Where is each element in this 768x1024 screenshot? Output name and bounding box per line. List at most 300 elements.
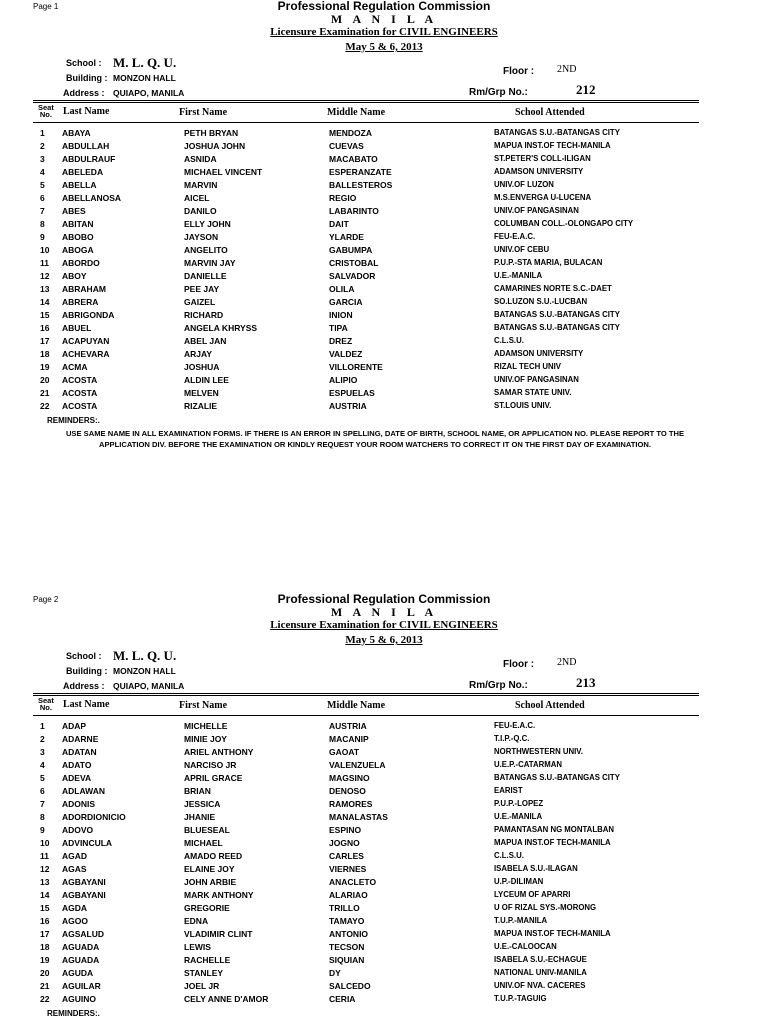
seat-number-cell: 9 xyxy=(40,232,45,242)
last-name-cell: ADEVA xyxy=(62,773,92,783)
first-name-cell: JHANIE xyxy=(184,812,216,822)
city-title: M A N I L A xyxy=(330,605,438,619)
middle-name-cell: MAGSINO xyxy=(329,773,370,783)
seat-number-cell: 14 xyxy=(40,890,50,900)
first-name-cell: JOSHUA xyxy=(184,362,220,372)
seat-number-cell: 15 xyxy=(40,903,50,913)
school-attended-cell: T.U.P.-TAGUIG xyxy=(494,994,547,1003)
middle-name-cell: DAIT xyxy=(329,219,349,229)
header-rule xyxy=(33,695,699,696)
middle-name-cell: DENOSO xyxy=(329,786,366,796)
last-name-cell: AGOO xyxy=(62,916,88,926)
table-row xyxy=(0,773,768,786)
middle-name-cell: VILLORENTE xyxy=(329,362,383,372)
school-label: School : xyxy=(66,651,102,661)
first-name-cell: JOHN ARBIE xyxy=(184,877,237,887)
last-name-cell: ACHEVARA xyxy=(62,349,110,359)
building-value: MONZON HALL xyxy=(113,666,176,676)
table-row xyxy=(0,968,768,981)
school-attended-cell: ISABELA S.U.-ECHAGUE xyxy=(494,955,587,964)
school-attended-cell: BATANGAS S.U.-BATANGAS CITY xyxy=(494,773,620,782)
table-row xyxy=(0,942,768,955)
first-name-header: First Name xyxy=(179,107,228,118)
school-value: M. L. Q. U. xyxy=(113,55,177,70)
seat-number-cell: 8 xyxy=(40,812,45,822)
last-name-cell: AGBAYANI xyxy=(62,877,106,887)
school-attended-cell: EARIST xyxy=(494,786,523,795)
middle-name-cell: ANTONIO xyxy=(329,929,369,939)
seat-number-cell: 6 xyxy=(40,193,45,203)
first-name-cell: MICHAEL VINCENT xyxy=(184,167,263,177)
last-name-cell: ABORDO xyxy=(62,258,100,268)
floor-label: Floor : xyxy=(503,659,535,670)
first-name-cell: STANLEY xyxy=(184,968,224,978)
last-name-cell: AGUADA xyxy=(62,955,100,965)
seat-number-cell: 12 xyxy=(40,864,50,874)
middle-name-cell: REGIO xyxy=(329,193,357,203)
middle-name-cell: YLARDE xyxy=(329,232,364,242)
middle-name-cell: VALDEZ xyxy=(329,349,363,359)
last-name-cell: ABAYA xyxy=(62,128,91,138)
reminder-note xyxy=(30,428,720,450)
first-name-cell: PETH BRYAN xyxy=(184,128,239,138)
first-name-cell: ASNIDA xyxy=(184,154,217,164)
header-rule xyxy=(33,100,699,101)
room-label: Rm/Grp No.: xyxy=(469,680,528,691)
last-name-cell: AGDA xyxy=(62,903,88,913)
first-name-cell: JOSHUA JOHN xyxy=(184,141,246,151)
city-title: M A N I L A xyxy=(330,12,438,26)
middle-name-cell: TAMAYO xyxy=(329,916,365,926)
school-attended-cell: RIZAL TECH UNIV xyxy=(494,362,561,371)
table-row xyxy=(0,206,768,219)
school-attended-cell: LYCEUM OF APARRI xyxy=(494,890,571,899)
school-attended-cell: MAPUA INST.OF TECH-MANILA xyxy=(494,929,611,938)
first-name-cell: ANGELA KHRYSS xyxy=(184,323,258,333)
seat-number-cell: 12 xyxy=(40,271,50,281)
table-row xyxy=(0,375,768,388)
table-row xyxy=(0,877,768,890)
school-attended-cell: UNIV.OF PANGASINAN xyxy=(494,375,579,384)
header-rule xyxy=(33,102,699,103)
middle-name-cell: RAMORES xyxy=(329,799,373,809)
school-attended-cell: SO.LUZON S.U.-LUCBAN xyxy=(494,297,588,306)
seat-number-cell: 6 xyxy=(40,786,45,796)
middle-name-cell: ALARIAO xyxy=(329,890,368,900)
middle-name-cell: VIERNES xyxy=(329,864,367,874)
first-name-cell: MARVIN JAY xyxy=(184,258,236,268)
seat-number-cell: 11 xyxy=(40,258,49,268)
middle-name-cell: GAOAT xyxy=(329,747,360,757)
exam-date: May 5 & 6, 2013 xyxy=(345,634,423,646)
middle-name-cell: SALVADOR xyxy=(329,271,376,281)
middle-name-cell: GARCIA xyxy=(329,297,363,307)
school-attended-cell: ADAMSON UNIVERSITY xyxy=(494,349,584,358)
last-name-cell: ABRIGONDA xyxy=(62,310,115,320)
middle-name-cell: INION xyxy=(329,310,353,320)
middle-name-cell: JOGNO xyxy=(329,838,360,848)
seat-number-cell: 3 xyxy=(40,747,45,757)
seat-no-header: Seat No. xyxy=(38,103,54,119)
exam-title: Licensure Examination for CIVIL ENGINEERS xyxy=(270,26,498,38)
last-name-header: Last Name xyxy=(63,106,110,117)
table-row xyxy=(0,786,768,799)
first-name-cell: BRIAN xyxy=(184,786,211,796)
first-name-cell: ABEL JAN xyxy=(184,336,227,346)
last-name-cell: AGAS xyxy=(62,864,87,874)
first-name-cell: AICEL xyxy=(184,193,210,203)
school-attended-cell: U.E.P.-CATARMAN xyxy=(494,760,563,769)
address-value: QUIAPO, MANILA xyxy=(113,681,185,691)
seat-number-cell: 2 xyxy=(40,734,45,744)
first-name-cell: PEE JAY xyxy=(184,284,220,294)
school-attended-cell: U.E.-MANILA xyxy=(494,271,543,280)
table-row xyxy=(0,128,768,141)
first-name-cell: RIZALIE xyxy=(184,401,218,411)
seat-number-cell: 22 xyxy=(40,994,50,1004)
table-row xyxy=(0,362,768,375)
table-row xyxy=(0,903,768,916)
last-name-cell: AGUDA xyxy=(62,968,94,978)
school-attended-cell: MAPUA INST.OF TECH-MANILA xyxy=(494,141,611,150)
first-name-cell: ARIEL ANTHONY xyxy=(184,747,254,757)
middle-name-cell: MACABATO xyxy=(329,154,378,164)
seat-number-cell: 13 xyxy=(40,284,50,294)
school-attended-cell: COLUMBAN COLL.-OLONGAPO CITY xyxy=(494,219,634,228)
seat-number-cell: 20 xyxy=(40,968,50,978)
school-attended-cell: U.E.-MANILA xyxy=(494,812,543,821)
table-row xyxy=(0,323,768,336)
first-name-cell: DANIELLE xyxy=(184,271,227,281)
table-row xyxy=(0,388,768,401)
table-row xyxy=(0,734,768,747)
reminder-note-line: APPLICATION DIV. BEFORE THE EXAMINATION OR KINDLY REQUEST YOUR ROOM WATCHERS TO CORRECT IT ON THE FIRST DAY OF EXAMINATION. xyxy=(99,440,651,449)
middle-name-cell: ESPERANZATE xyxy=(329,167,392,177)
table-row xyxy=(0,219,768,232)
school-attended-cell: ST.LOUIS UNIV. xyxy=(494,401,552,410)
first-name-cell: BLUESEAL xyxy=(184,825,230,835)
last-name-cell: AGAD xyxy=(62,851,88,861)
middle-name-cell: OLILA xyxy=(329,284,355,294)
last-name-cell: ACAPUYAN xyxy=(62,336,110,346)
table-row xyxy=(0,258,768,271)
header-rule xyxy=(33,122,699,123)
school-attended-cell: P.U.P.-LOPEZ xyxy=(494,799,544,808)
seat-no-header: Seat No. xyxy=(38,696,54,712)
middle-name-cell: ESPUELAS xyxy=(329,388,375,398)
middle-name-cell: AUSTRIA xyxy=(329,721,367,731)
table-row xyxy=(0,799,768,812)
header-rule xyxy=(33,715,699,716)
floor-label: Floor : xyxy=(503,66,535,77)
first-name-cell: MELVEN xyxy=(184,388,219,398)
seat-number-cell: 8 xyxy=(40,219,45,229)
school-attended-cell: UNIV.OF PANGASINAN xyxy=(494,206,579,215)
first-name-cell: ARJAY xyxy=(184,349,213,359)
first-name-cell: EDNA xyxy=(184,916,209,926)
last-name-cell: ACMA xyxy=(62,362,88,372)
seat-number-cell: 11 xyxy=(40,851,49,861)
last-name-cell: ADORDIONICIO xyxy=(62,812,126,822)
seat-number-cell: 7 xyxy=(40,206,45,216)
middle-name-cell: MENDOZA xyxy=(329,128,372,138)
last-name-cell: ABOBO xyxy=(62,232,94,242)
last-name-cell: AGUILAR xyxy=(62,981,101,991)
first-name-cell: APRIL GRACE xyxy=(184,773,243,783)
middle-name-cell: TECSON xyxy=(329,942,365,952)
first-name-cell: GAIZEL xyxy=(184,297,216,307)
last-name-cell: ABELEDA xyxy=(62,167,104,177)
seat-number-cell: 18 xyxy=(40,349,50,359)
first-name-cell: AMADO REED xyxy=(184,851,243,861)
school-attended-cell: BATANGAS S.U.-BATANGAS CITY xyxy=(494,310,620,319)
school-attended-header: School Attended xyxy=(515,700,585,711)
seat-number-cell: 21 xyxy=(40,388,50,398)
school-attended-cell: U.E.-CALOOCAN xyxy=(494,942,557,951)
floor-value: 2ND xyxy=(557,657,577,668)
seat-number-cell: 9 xyxy=(40,825,45,835)
room-value: 213 xyxy=(576,675,596,690)
school-attended-cell: FEU-E.A.C. xyxy=(494,721,536,730)
last-name-cell: ABRAHAM xyxy=(62,284,106,294)
middle-name-cell: SALCEDO xyxy=(329,981,371,991)
table-row xyxy=(0,825,768,838)
middle-name-cell: CARLES xyxy=(329,851,364,861)
last-name-cell: ADVINCULA xyxy=(62,838,113,848)
school-attended-cell: UNIV.OF LUZON xyxy=(494,180,554,189)
room-value: 212 xyxy=(576,82,596,97)
table-row xyxy=(0,981,768,994)
table-row xyxy=(0,284,768,297)
first-name-cell: MINIE JOY xyxy=(184,734,227,744)
middle-name-cell: ALIPIO xyxy=(329,375,358,385)
seat-number-cell: 17 xyxy=(40,929,50,939)
table-row xyxy=(0,864,768,877)
school-attended-cell: UNIV.OF CEBU xyxy=(494,245,550,254)
school-attended-cell: T.U.P.-MANILA xyxy=(494,916,548,925)
seat-number-cell: 19 xyxy=(40,955,50,965)
seat-number-cell: 4 xyxy=(40,760,45,770)
school-attended-cell: BATANGAS S.U.-BATANGAS CITY xyxy=(494,323,620,332)
middle-name-cell: BALLESTEROS xyxy=(329,180,393,190)
last-name-cell: ACOSTA xyxy=(62,401,98,411)
middle-name-cell: SIQUIAN xyxy=(329,955,365,965)
middle-name-cell: ESPINO xyxy=(329,825,362,835)
address-label: Address : xyxy=(63,681,105,691)
last-name-header: Last Name xyxy=(63,699,110,710)
middle-name-cell: DREZ xyxy=(329,336,353,346)
first-name-cell: VLADIMIR CLINT xyxy=(184,929,253,939)
school-attended-cell: MAPUA INST.OF TECH-MANILA xyxy=(494,838,611,847)
seat-number-cell: 13 xyxy=(40,877,50,887)
last-name-cell: ADATAN xyxy=(62,747,97,757)
table-row xyxy=(0,916,768,929)
middle-name-cell: TIPA xyxy=(329,323,348,333)
school-attended-cell: NORTHWESTERN UNIV. xyxy=(494,747,583,756)
table-row xyxy=(0,310,768,323)
table-row xyxy=(0,141,768,154)
first-name-cell: MARK ANTHONY xyxy=(184,890,254,900)
seat-number-cell: 5 xyxy=(40,180,45,190)
seat-number-cell: 15 xyxy=(40,310,50,320)
table-row xyxy=(0,994,768,1007)
seat-number-cell: 7 xyxy=(40,799,45,809)
table-row xyxy=(0,838,768,851)
table-row xyxy=(0,193,768,206)
school-value: M. L. Q. U. xyxy=(113,648,177,663)
seat-number-cell: 1 xyxy=(40,128,45,138)
first-name-cell: GREGORIE xyxy=(184,903,230,913)
middle-name-cell: GABUMPA xyxy=(329,245,373,255)
last-name-cell: AGUADA xyxy=(62,942,100,952)
exam-title: Licensure Examination for CIVIL ENGINEERS xyxy=(270,619,498,631)
school-attended-cell: NATIONAL UNIV-MANILA xyxy=(494,968,587,977)
last-name-cell: ADAP xyxy=(62,721,87,731)
school-attended-cell: BATANGAS S.U.-BATANGAS CITY xyxy=(494,128,620,137)
table-row xyxy=(0,747,768,760)
table-row xyxy=(0,812,768,825)
school-attended-cell: P.U.P.-STA MARIA, BULACAN xyxy=(494,258,603,267)
first-name-cell: ELLY JOHN xyxy=(184,219,231,229)
table-row xyxy=(0,336,768,349)
school-attended-cell: ST.PETER'S COLL-ILIGAN xyxy=(494,154,591,163)
last-name-cell: ABITAN xyxy=(62,219,94,229)
middle-name-cell: CRISTOBAL xyxy=(329,258,379,268)
seat-number-cell: 4 xyxy=(40,167,45,177)
table-row xyxy=(0,271,768,284)
school-attended-cell: PAMANTASAN NG MONTALBAN xyxy=(494,825,614,834)
seat-number-cell: 22 xyxy=(40,401,50,411)
middle-name-cell: CUEVAS xyxy=(329,141,364,151)
reminders-label: REMINDERS:. xyxy=(47,416,100,425)
last-name-cell: ABUEL xyxy=(62,323,92,333)
table-row xyxy=(0,851,768,864)
seat-number-cell: 21 xyxy=(40,981,50,991)
first-name-cell: CELY ANNE D'AMOR xyxy=(184,994,269,1004)
header-rule xyxy=(33,693,699,694)
seat-number-cell: 10 xyxy=(40,838,50,848)
last-name-cell: ABDULRAUF xyxy=(62,154,116,164)
school-attended-cell: ADAMSON UNIVERSITY xyxy=(494,167,584,176)
table-row xyxy=(0,760,768,773)
seat-number-cell: 10 xyxy=(40,245,50,255)
seat-number-cell: 3 xyxy=(40,154,45,164)
school-attended-cell: SAMAR STATE UNIV. xyxy=(494,388,572,397)
org-title: Professional Regulation Commission xyxy=(277,592,491,606)
school-attended-cell: FEU-E.A.C. xyxy=(494,232,536,241)
building-value: MONZON HALL xyxy=(113,73,176,83)
last-name-cell: AGBAYANI xyxy=(62,890,106,900)
seat-number-cell: 16 xyxy=(40,323,50,333)
school-attended-cell: U OF RIZAL SYS.-MORONG xyxy=(494,903,597,912)
table-row xyxy=(0,297,768,310)
org-title: Professional Regulation Commission xyxy=(277,0,491,13)
exam-date: May 5 & 6, 2013 xyxy=(345,41,423,53)
first-name-cell: MARVIN xyxy=(184,180,218,190)
table-row xyxy=(0,245,768,258)
first-name-cell: MICHAEL xyxy=(184,838,223,848)
last-name-cell: ABDULLAH xyxy=(62,141,110,151)
table-row xyxy=(0,180,768,193)
middle-name-cell: MACANIP xyxy=(329,734,369,744)
middle-name-header: Middle Name xyxy=(327,107,386,118)
school-attended-cell: T.I.P.-Q.C. xyxy=(494,734,530,743)
page-label: Page 1 xyxy=(33,2,59,11)
middle-name-cell: ANACLETO xyxy=(329,877,377,887)
middle-name-cell: CERIA xyxy=(329,994,356,1004)
school-attended-header: School Attended xyxy=(515,107,585,118)
school-attended-cell: C.L.S.U. xyxy=(494,336,524,345)
first-name-cell: ANGELITO xyxy=(184,245,228,255)
school-attended-cell: CAMARINES NORTE S.C.-DAET xyxy=(494,284,612,293)
last-name-cell: ABOY xyxy=(62,271,87,281)
seat-number-cell: 1 xyxy=(40,721,45,731)
last-name-cell: ABRERA xyxy=(62,297,99,307)
first-name-cell: LEWIS xyxy=(184,942,211,952)
seat-number-cell: 2 xyxy=(40,141,45,151)
building-label: Building : xyxy=(66,666,108,676)
school-label: School : xyxy=(66,58,102,68)
seat-number-cell: 14 xyxy=(40,297,50,307)
middle-name-cell: VALENZUELA xyxy=(329,760,386,770)
seat-number-cell: 17 xyxy=(40,336,50,346)
seat-number-cell: 19 xyxy=(40,362,50,372)
first-name-cell: RICHARD xyxy=(184,310,224,320)
school-attended-cell: ISABELA S.U.-ILAGAN xyxy=(494,864,578,873)
seat-number-cell: 20 xyxy=(40,375,50,385)
address-label: Address : xyxy=(63,88,105,98)
middle-name-cell: LABARINTO xyxy=(329,206,379,216)
reminders-label: REMINDERS:. xyxy=(47,1009,100,1018)
building-label: Building : xyxy=(66,73,108,83)
last-name-cell: ADLAWAN xyxy=(62,786,105,796)
middle-name-cell: AUSTRIA xyxy=(329,401,367,411)
last-name-cell: ACOSTA xyxy=(62,388,98,398)
last-name-cell: ADOVO xyxy=(62,825,94,835)
seat-number-cell: 16 xyxy=(40,916,50,926)
floor-value: 2ND xyxy=(557,64,577,75)
table-row xyxy=(0,401,768,414)
first-name-cell: MICHELLE xyxy=(184,721,228,731)
table-row xyxy=(0,349,768,362)
middle-name-cell: MANALASTAS xyxy=(329,812,388,822)
school-attended-cell: C.L.S.U. xyxy=(494,851,524,860)
school-attended-cell: UNIV.OF NVA. CACERES xyxy=(494,981,586,990)
last-name-cell: ADONIS xyxy=(62,799,96,809)
seat-number-cell: 5 xyxy=(40,773,45,783)
page-label: Page 2 xyxy=(33,595,59,604)
room-label: Rm/Grp No.: xyxy=(469,87,528,98)
table-row xyxy=(0,721,768,734)
last-name-cell: AGUINO xyxy=(62,994,96,1004)
last-name-cell: ACOSTA xyxy=(62,375,98,385)
last-name-cell: ADARNE xyxy=(62,734,99,744)
first-name-cell: ALDIN LEE xyxy=(184,375,229,385)
table-row xyxy=(0,232,768,245)
school-attended-cell: U.P.-DILIMAN xyxy=(494,877,544,886)
last-name-cell: ABELLA xyxy=(62,180,97,190)
table-row xyxy=(0,955,768,968)
first-name-cell: DANILO xyxy=(184,206,217,216)
seat-number-cell: 18 xyxy=(40,942,50,952)
table-row xyxy=(0,167,768,180)
middle-name-cell: DY xyxy=(329,968,341,978)
first-name-cell: JOEL JR xyxy=(184,981,220,991)
middle-name-cell: TRILLO xyxy=(329,903,360,913)
last-name-cell: ADATO xyxy=(62,760,92,770)
last-name-cell: AGSALUD xyxy=(62,929,105,939)
table-row xyxy=(0,154,768,167)
